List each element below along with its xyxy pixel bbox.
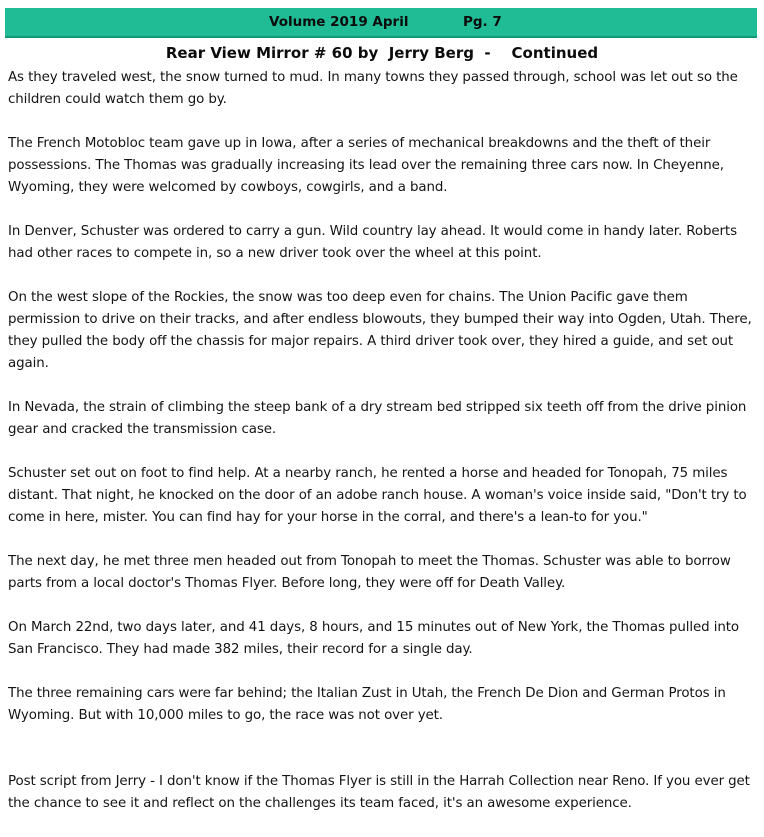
article-title: Rear View Mirror # 60 by Jerry Berg - Continued	[165, 44, 599, 62]
paragraph: In Denver, Schuster was ordered to carry a gun. Wild country lay ahead. It would come in handy later. Roberts had other races to compete in, so a new driver took over the wheel at this point.	[8, 224, 737, 261]
postscript: Post script from Jerry - I don't know if the Thomas Flyer is still in the Harrah Collection near Reno. If you ever get the chance to see it and reflect on the challenges its team faced, it's an awesome experience.	[8, 774, 750, 811]
paragraph: The next day, he met three men headed out from Tonopah to meet the Thomas. Schuster was able to borrow parts from a local doctor's Thomas Flyer. Before long, they were off for Death Valley.	[8, 554, 731, 591]
header-bar	[5, 8, 757, 38]
paragraph: As they traveled west, the snow turned to mud. In many towns they passed through, school was let out so the children could watch them go by.	[8, 70, 738, 107]
paragraph: The French Motobloc team gave up in Iowa, after a series of mechanical breakdowns and the theft of their possessions. The Thomas was gradually increasing its lead over the remaining three cars now. In Cheyenne, Wyoming, they were welcomed by cowboys, cowgirls, and a band.	[8, 136, 724, 195]
paragraph: In Nevada, the strain of climbing the steep bank of a dry stream bed stripped six teeth off from the drive pinion gear and cracked the transmission case.	[8, 400, 747, 437]
paragraph: The three remaining cars were far behind; the Italian Zust in Utah, the French De Dion and German Protos in Wyoming. But with 10,000 miles to go, the race was not over yet.	[8, 686, 726, 723]
volume-label: Volume 2019 April	[269, 14, 409, 30]
article-body	[8, 67, 758, 837]
paragraph: Schuster set out on foot to find help. At a nearby ranch, he rented a horse and headed for Tonopah, 75 miles distant. That night, he knocked on the door of an adobe ranch house. A woman's voice inside said, "Don't try to come in here, mister. You can find hay for your horse in the corral, and there's a lean-to for you."	[8, 466, 747, 525]
paragraph: On the west slope of the Rockies, the snow was too deep even for chains. The Union Pacific gave them permission to drive on their tracks, and after endless blowouts, they bumped their way into Ogden, Utah. There, they pulled the body off the chassis for major repairs. A third driver took over, they hired a guide, and set out again.	[8, 290, 752, 371]
page-number: Pg. 7	[463, 14, 502, 30]
paragraph: On March 22nd, two days later, and 41 days, 8 hours, and 15 minutes out of New York, the Thomas pulled into San Francisco. They had made 382 miles, their record for a single day.	[8, 620, 739, 657]
